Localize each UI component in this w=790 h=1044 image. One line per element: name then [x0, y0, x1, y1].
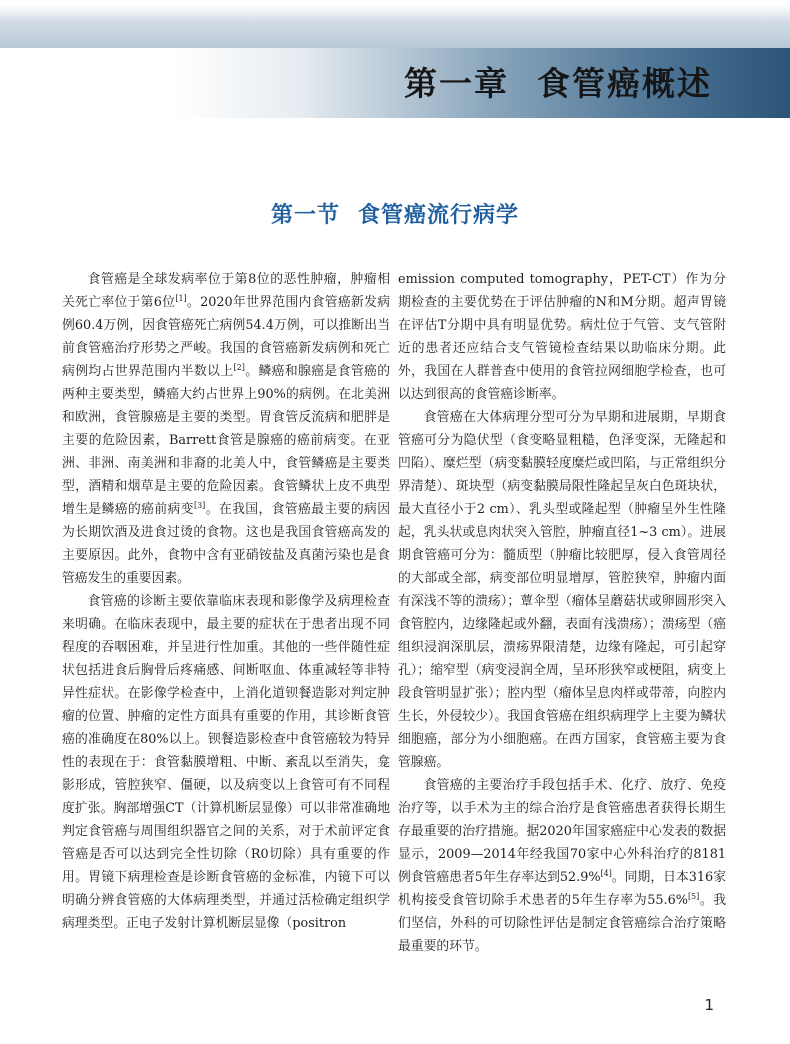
citation: [1]	[175, 294, 187, 303]
page-number: 1	[704, 996, 714, 1014]
citation: [5]	[687, 892, 700, 901]
citation: [2]	[233, 363, 245, 372]
paragraph-treatment: 食管癌的主要治疗手段包括手术、化疗、放疗、免疫治疗等，以手术为主的综合治疗是食管癌患者获得长期生存最重要的治疗措施。据2020年国家癌症中心发表的数据显示，2009—2014年经我国70家中心外科治疗的8181例食管癌患者5年生存率达到52.9%[4]。同期，日本316家机构接受食管切除手术患者的5年生存率为55.6%[5]。我们坚信，外科的可切除性评估是制定食管癌综合治疗策略最重要的环节。	[398, 778, 727, 954]
paragraph-diagnosis: 食管癌的诊断主要依靠临床表现和影像学及病理检查来明确。在临床表现中，最主要的症状在于患者出现不同程度的吞咽困难，并呈进行性加重。其他的一些伴随性症状包括进食后胸骨后疼痛感、间断呕血、体重减轻等非特异性症状。在影像学检查中，上消化道钡餐造影对判定肿瘤的位置、肿瘤的定性方面具有重要的作用，其诊断食管癌的准确度在80%以上。钡餐造影检查中食管癌较为特异性的表现在于：食管黏膜增粗、中断、紊乱以至消失，龛影形成，管腔狭窄、僵硬，以及病变以上食管可有不同程度扩张。胸部增强CT（计算机断层显像）可以非常准确地判定食管癌与周围组织器官之间的关系，对于术前评定食管癌是否可以达到完全性切除（R0切除）具有重要的作用。胃镜下病理检查是诊断食管癌的金标准，内镜下可以明确分辨食管癌的大体病理类型，并通过活检确定组织学病理类型。正电子发射计算机断层显像（positron	[62, 594, 390, 931]
chapter-label: 第一章	[404, 64, 509, 103]
header-top-band	[0, 0, 790, 48]
citation: [3]	[193, 501, 206, 510]
section-title	[0, 198, 790, 229]
right-column	[398, 268, 726, 958]
chapter-title	[404, 58, 712, 105]
paragraph-epidemiology: 食管癌是全球发病率位于第8位的恶性肿瘤，肿瘤相关死亡率位于第6位[1]。2020年世界范围内食管癌新发病例60.4万例，因食管癌死亡病例54.4万例，可以推断出当前食管癌治疗形势之严峻。我国的食管癌新发病例和死亡病例均占世界范围内半数以上[2]。鳞癌和腺癌是食管癌的两种主要类型，鳞癌大约占世界上90%的病例。在北美洲和欧洲，食管腺癌是主要的类型。胃食管反流病和肥胖是主要的危险因素，Barrett食管是腺癌的癌前病变。在亚洲、非洲、南美洲和非裔的北美人中，食管鳞癌是主要类型，酒精和烟草是主要的危险因素。食管鳞状上皮不典型增生是鳞癌的癌前病变[3]。在我国，食管癌最主要的病因为长期饮酒及进食过烫的食物。这也是我国食管癌高发的主要原因。此外，食物中含有亚硝铵盐及真菌污染也是食管癌发生的重要因素。	[62, 272, 391, 586]
section-label: 第一节	[270, 203, 340, 228]
section-name: 食管癌流行病学	[358, 203, 520, 228]
paragraph-pathology: 食管癌在大体病理分型可分为早期和进展期，早期食管癌可分为隐伏型（食变略显粗糙，色泽变深，无隆起和凹陷）、糜烂型（病变黏膜轻度糜烂或凹陷，与正常组织分界清楚）、斑块型（病变黏膜局限性隆起呈灰白色斑块状，最大直径小于2 cm）、乳头型或隆起型（肿瘤呈外生性隆起，乳头状或息肉状突入管腔，肿瘤直径1~3 cm）。进展期食管癌可分为：髓质型（肿瘤比较肥厚，侵入食管周径的大部或全部，病变部位明显增厚，管腔狭窄，肿瘤内面有深浅不等的溃疡）；蕈伞型（瘤体呈蘑菇状或卵圆形突入食管腔内，边缘隆起或外翻，表面有浅溃疡）；溃疡型（癌组织浸润深肌层，溃疡界限清楚，边缘有隆起，可引起穿孔）；缩窄型（病变浸润全周，呈环形狭窄或梗阻，病变上段食管明显扩张）；腔内型（瘤体呈息肉样或带蒂，向腔内生长，外侵较少）。我国食管癌在组织病理学上主要为鳞状细胞癌，部分为小细胞癌。在西方国家，食管癌主要为食管腺癌。	[398, 410, 726, 770]
chapter-name: 食管癌概述	[537, 64, 712, 103]
left-column	[62, 268, 390, 935]
paragraph-staging: emission computed tomography，PET-CT）作为分期检查的主要优势在于评估肿瘤的N和M分期。超声胃镜在评估T分期中具有明显优势。病灶位于气管、支气管附近的患者还应结合支气管镜检查结果以助临床分期。此外，我国在人群普查中使用的食管拉网细胞学检查，也可以达到很高的食管癌诊断率。	[398, 272, 726, 402]
citation: [4]	[600, 869, 612, 878]
